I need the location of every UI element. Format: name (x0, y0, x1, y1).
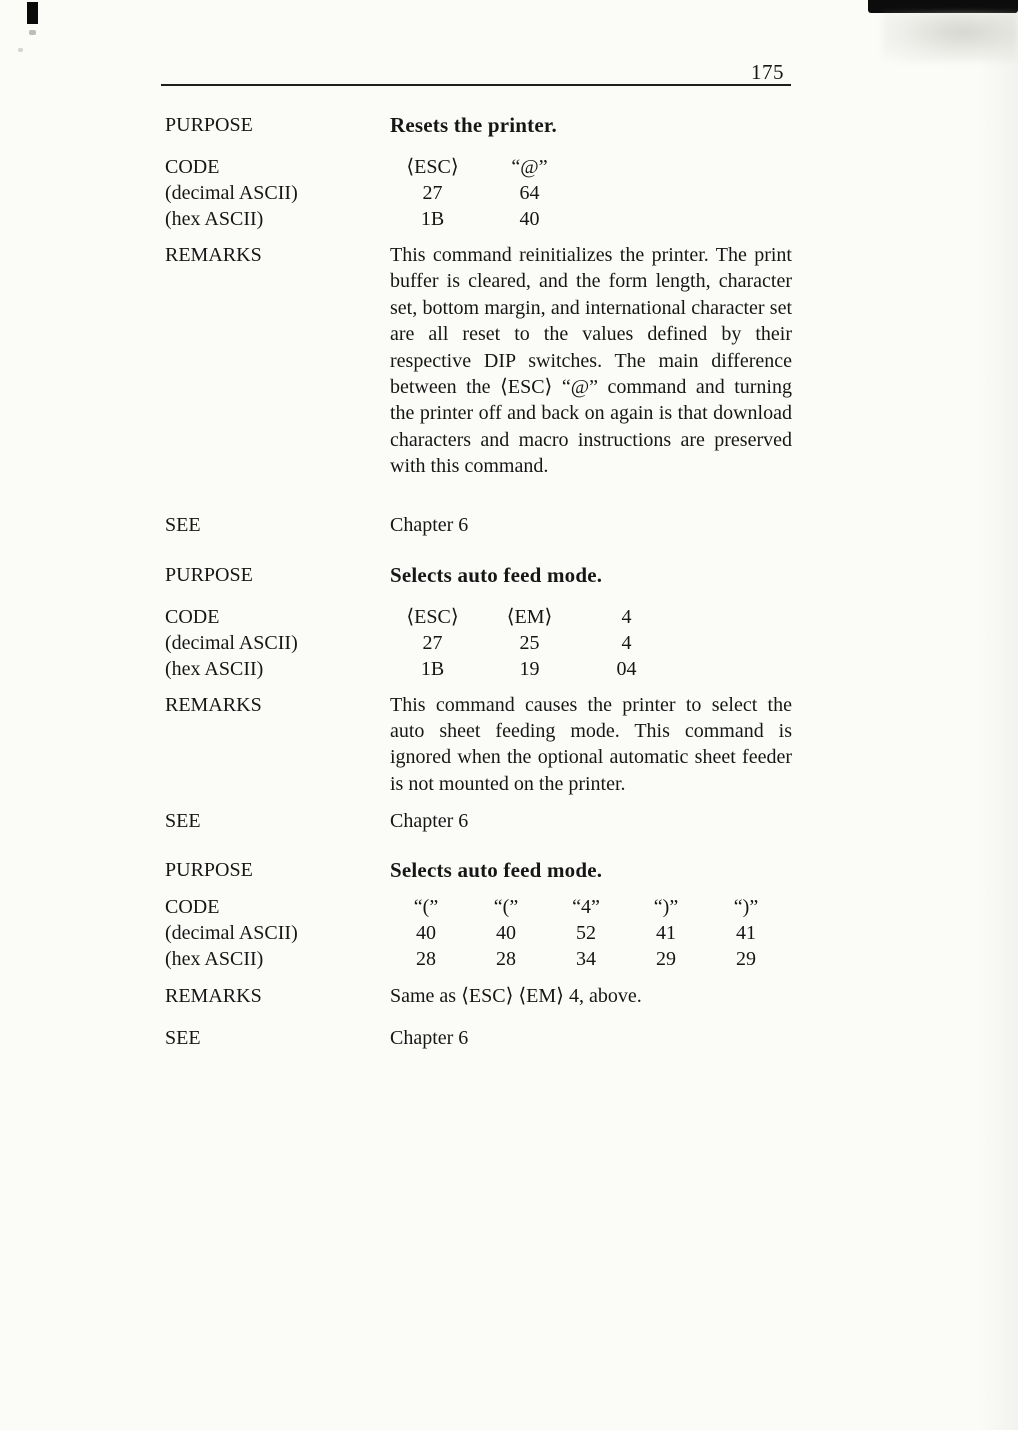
remarks-text: Same as ⟨ESC⟩ ⟨EM⟩ 4, above. (390, 985, 642, 1008)
code-symbol: “)” (733, 896, 759, 919)
purpose-row (165, 562, 795, 588)
scan-artifact-speck-2 (18, 48, 23, 52)
command-section-reset (165, 112, 795, 538)
scan-artifact-speck-1 (29, 30, 36, 35)
code-decimal-value: 52 (576, 922, 596, 945)
scan-artifact-smudge (882, 12, 1018, 62)
code-row (165, 154, 795, 232)
code-hex-value: 29 (656, 948, 676, 971)
code-labels (165, 604, 390, 682)
code-hex-value: 1B (420, 208, 445, 230)
purpose-row (165, 112, 795, 138)
scan-artifact-top-left (27, 2, 38, 24)
see-label: SEE (165, 1027, 201, 1050)
code-table (390, 894, 792, 972)
code-decimal-value: 41 (656, 922, 676, 945)
purpose-row (165, 857, 795, 883)
remarks-label: REMARKS (165, 985, 262, 1008)
code-decimal-value: 4 (621, 631, 632, 654)
code-decimal-value: 40 (416, 922, 436, 945)
code-symbol: “(” (413, 896, 439, 919)
code-hex-value: 19 (519, 657, 540, 680)
purpose-text: Selects auto feed mode. (390, 858, 603, 883)
code-decimal-value: 27 (422, 631, 443, 654)
header-rule (161, 84, 791, 86)
see-row (165, 512, 795, 538)
see-label: SEE (165, 513, 201, 536)
remarks-label: REMARKS (165, 244, 262, 266)
code-decimal-line (390, 180, 792, 206)
code-symbol: ⟨ESC⟩ (406, 605, 459, 628)
remarks-row (165, 242, 795, 480)
page-content (165, 112, 795, 1051)
code-decimal-value: 40 (496, 922, 516, 945)
code-symbol: ⟨EM⟩ (506, 605, 553, 628)
code-symbols-line (390, 154, 792, 180)
decimal-ascii-label: (decimal ASCII) (165, 182, 298, 204)
code-symbols-line (390, 894, 792, 920)
remarks-label: REMARKS (165, 693, 262, 716)
remarks-row (165, 692, 795, 798)
code-row (165, 894, 795, 972)
code-hex-value: 40 (519, 208, 540, 230)
code-hex-value: 28 (416, 948, 436, 971)
code-row (165, 604, 795, 682)
decimal-ascii-label: (decimal ASCII) (165, 631, 298, 654)
hex-ascii-label: (hex ASCII) (165, 948, 264, 971)
code-labels (165, 154, 390, 232)
code-label: CODE (165, 156, 220, 178)
code-symbol: “@” (511, 156, 548, 178)
remarks-row (165, 983, 795, 1009)
code-hex-line (390, 656, 792, 682)
code-decimal-line (390, 920, 792, 946)
hex-ascii-label: (hex ASCII) (165, 657, 264, 680)
code-decimal-value: 25 (519, 631, 540, 654)
hex-ascii-label: (hex ASCII) (165, 208, 264, 230)
command-section-autofeed-esc-em (165, 562, 795, 835)
code-hex-value: 1B (420, 657, 445, 680)
code-table (390, 604, 792, 682)
decimal-ascii-label: (decimal ASCII) (165, 922, 298, 945)
purpose-text: Selects auto feed mode. (390, 562, 603, 587)
remarks-text: This command reinitializes the printer. The print buffer is cleared, and the form length, character set, bottom margin, and international character set are all reset to the values defined by their respective DIP switches. The main difference between the ⟨ESC⟩ “@” command and turning the printer off and back on again is that download characters and macro instructions are preserved with this command. (390, 244, 792, 478)
code-hex-value: 28 (496, 948, 516, 971)
code-symbol: ⟨ESC⟩ (406, 156, 459, 178)
purpose-label: PURPOSE (165, 859, 253, 882)
code-symbol: “4” (572, 896, 600, 919)
code-label: CODE (165, 896, 220, 919)
see-label: SEE (165, 810, 201, 833)
code-decimal-value: 64 (519, 182, 540, 204)
code-symbol: 4 (621, 605, 632, 628)
see-row (165, 1025, 795, 1051)
code-table (390, 154, 792, 232)
remarks-text: This command causes the printer to select the auto sheet feeding mode. This command is ignored when the optional automatic sheet feeder is not mounted on the printer. (390, 693, 792, 795)
code-hex-value: 29 (736, 948, 756, 971)
see-text: Chapter 6 (390, 513, 469, 536)
see-row (165, 808, 795, 834)
code-decimal-value: 27 (422, 182, 443, 204)
code-hex-value: 04 (616, 657, 637, 680)
command-section-autofeed-parens (165, 857, 795, 1051)
purpose-label: PURPOSE (165, 114, 253, 136)
see-text: Chapter 6 (390, 1027, 469, 1050)
code-hex-line (390, 946, 792, 972)
code-label: CODE (165, 605, 220, 628)
see-text: Chapter 6 (390, 810, 469, 833)
purpose-label: PURPOSE (165, 563, 253, 586)
code-symbol: “(” (493, 896, 519, 919)
code-symbols-line (390, 604, 792, 630)
code-labels (165, 894, 390, 972)
purpose-text: Resets the printer. (390, 113, 557, 137)
code-hex-value: 34 (576, 948, 596, 971)
code-decimal-value: 41 (736, 922, 756, 945)
code-decimal-line (390, 630, 792, 656)
page-number: 175 (751, 60, 784, 84)
code-hex-line (390, 206, 792, 232)
code-symbol: “)” (653, 896, 679, 919)
